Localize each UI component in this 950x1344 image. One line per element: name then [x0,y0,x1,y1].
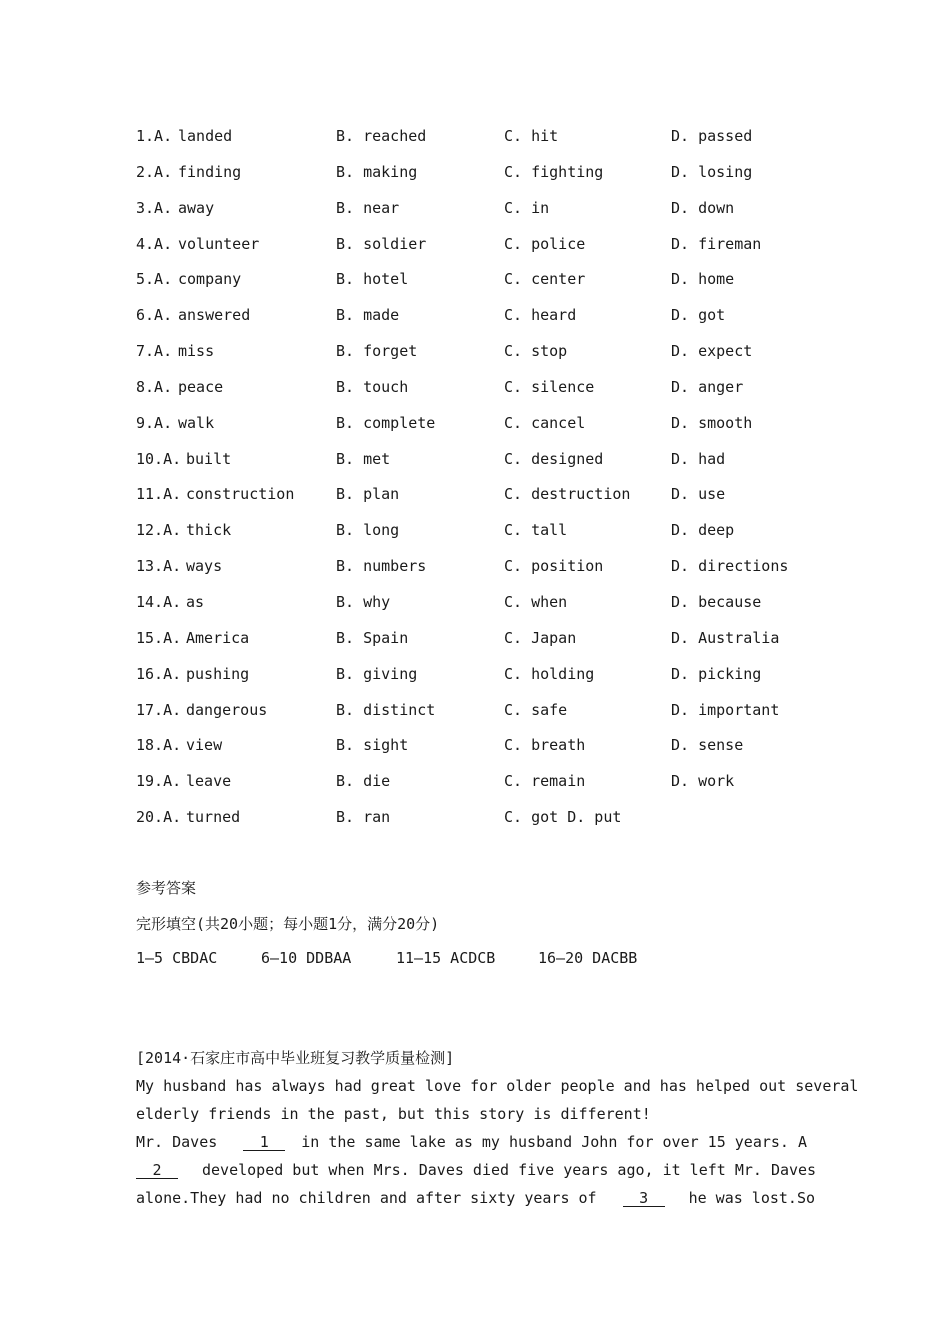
option-d: D. work [671,772,735,791]
answer-group: 11—15 ACDCB [396,949,496,967]
option-b: B. die [336,772,391,791]
option-b: B. plan [336,485,400,504]
option-d: D. passed [671,127,753,145]
option-d: D. deep [671,521,735,540]
option-a: ways [186,557,223,576]
option-row [136,163,836,199]
option-a: walk [178,413,215,432]
option-c: C. fighting [504,162,604,181]
option-a: construction [186,485,295,504]
question-number: 12.A. [136,521,182,540]
option-c: C. breath [504,736,586,755]
passage-source: [2014·石家庄市高中毕业班复习教学质量检测] [136,1049,455,1067]
option-row [136,235,836,271]
option-d: D. home [671,270,735,289]
question-number: 14.A. [136,592,182,611]
option-row [136,808,836,844]
option-a: thick [186,521,232,540]
option-b: B. why [336,592,391,611]
cloze-passage [136,1047,859,1215]
option-b: B. hotel [336,270,409,289]
answer-group: 16—20 DACBB [538,949,638,967]
option-row [136,199,836,235]
option-b: B. made [336,306,400,325]
option-row [136,593,836,629]
option-b: B. numbers [336,557,427,576]
passage-line: My husband has always had great love for older people and has helped out several [136,1077,859,1095]
option-a: America [186,628,250,647]
option-c: C. Japan [504,628,577,647]
option-b: B. giving [336,664,418,683]
option-row [136,342,836,378]
option-a: peace [178,377,224,396]
question-number: 18.A. [136,736,182,755]
option-d: D. sense [671,736,744,755]
option-c: C. hit [504,127,559,145]
blank-1: 1 [243,1134,285,1151]
option-b: B. long [336,521,400,540]
option-b: B. distinct [336,700,436,719]
option-row [136,557,836,593]
option-row [136,127,836,163]
option-row [136,521,836,557]
answer-heading: 参考答案 [136,879,197,897]
option-row [136,701,836,737]
option-a: miss [178,342,215,361]
blank-3: 3 [623,1190,665,1207]
question-number: 4.A. [136,234,173,253]
option-b: B. near [336,198,400,217]
option-d: D. fireman [671,234,762,253]
option-c: C. police [504,234,586,253]
option-c: C. silence [504,377,595,396]
option-c: C. heard [504,306,577,325]
option-b: B. ran [336,808,391,827]
option-list [136,127,836,844]
option-a: view [186,736,223,755]
option-row [136,736,836,772]
option-a: volunteer [178,234,260,253]
option-d: D. smooth [671,413,753,432]
option-a: company [178,270,242,289]
option-c: C. tall [504,521,568,540]
option-row [136,665,836,701]
option-c: C. designed [504,449,604,468]
question-number: 15.A. [136,628,182,647]
question-number: 6.A. [136,306,173,325]
blank-2: 2 [136,1162,178,1179]
option-b: B. making [336,162,418,181]
option-b: B. sight [336,736,409,755]
question-number: 1.A. [136,127,173,145]
question-number: 3.A. [136,198,173,217]
option-row [136,772,836,808]
answer-group: 6—10 DDBAA [261,949,352,967]
option-b: B. soldier [336,234,427,253]
passage-text: he was lost.So [688,1189,816,1207]
question-number: 9.A. [136,413,173,432]
option-b: B. complete [336,413,436,432]
option-c: C. in [504,198,550,217]
option-a: dangerous [186,700,268,719]
option-d: D. directions [671,557,789,576]
option-d: D. because [671,592,762,611]
question-number: 2.A. [136,162,173,181]
option-row [136,485,836,521]
question-number: 7.A. [136,342,173,361]
option-d: D. got [671,306,726,325]
option-row [136,306,836,342]
passage-text: developed but when Mrs. Daves died five years ago, it left Mr. Daves [202,1161,817,1179]
passage-line [136,1187,826,1215]
option-a: turned [186,808,241,827]
question-number: 19.A. [136,772,182,791]
passage-line: elderly friends in the past, but this story is different! [136,1105,651,1123]
option-row [136,629,836,665]
option-c: C. when [504,592,568,611]
question-number: 13.A. [136,557,182,576]
option-c: C. stop [504,342,568,361]
answer-groups [136,949,637,985]
option-a: pushing [186,664,250,683]
option-a: leave [186,772,232,791]
answer-subheading: 完形填空(共20小题；每小题1分，满分20分) [136,915,440,933]
option-row [136,270,836,306]
option-b: B. reached [336,127,427,145]
option-a: landed [178,127,233,145]
option-b: B. met [336,449,391,468]
option-c: C. remain [504,772,586,791]
option-c: C. holding [504,664,595,683]
question-number: 20.A. [136,808,182,827]
option-a: finding [178,162,242,181]
option-b: B. forget [336,342,418,361]
option-d: D. use [671,485,726,504]
passage-text: alone.They had no children and after sixty years of [136,1189,597,1207]
question-number: 10.A. [136,449,182,468]
answer-key [136,877,637,985]
passage-line [136,1159,826,1187]
option-d: D. important [671,700,780,719]
question-number: 8.A. [136,377,173,396]
option-c: C. got D. put [504,808,622,827]
option-row [136,378,836,414]
option-d: D. losing [671,162,753,181]
option-c: C. position [504,557,604,576]
passage-text: in the same lake as my husband John for over 15 years. A [301,1133,808,1151]
option-d: D. down [671,198,735,217]
passage-text: Mr. Daves [136,1133,218,1151]
option-a: away [178,198,215,217]
option-c: C. cancel [504,413,586,432]
passage-line [136,1131,826,1159]
option-d: D. expect [671,342,753,361]
option-d: D. anger [671,377,744,396]
option-row [136,450,836,486]
option-a: built [186,449,232,468]
question-number: 5.A. [136,270,173,289]
option-b: B. Spain [336,628,409,647]
question-number: 11.A. [136,485,182,504]
option-d: D. had [671,449,726,468]
option-c: C. destruction [504,485,631,504]
option-b: B. touch [336,377,409,396]
option-d: D. picking [671,664,762,683]
option-a: as [186,592,205,611]
answer-group: 1—5 CBDAC [136,949,218,967]
option-c: C. safe [504,700,568,719]
option-a: answered [178,306,251,325]
question-number: 16.A. [136,664,182,683]
option-c: C. center [504,270,586,289]
option-d: D. Australia [671,628,780,647]
question-number: 17.A. [136,700,182,719]
option-row [136,414,836,450]
